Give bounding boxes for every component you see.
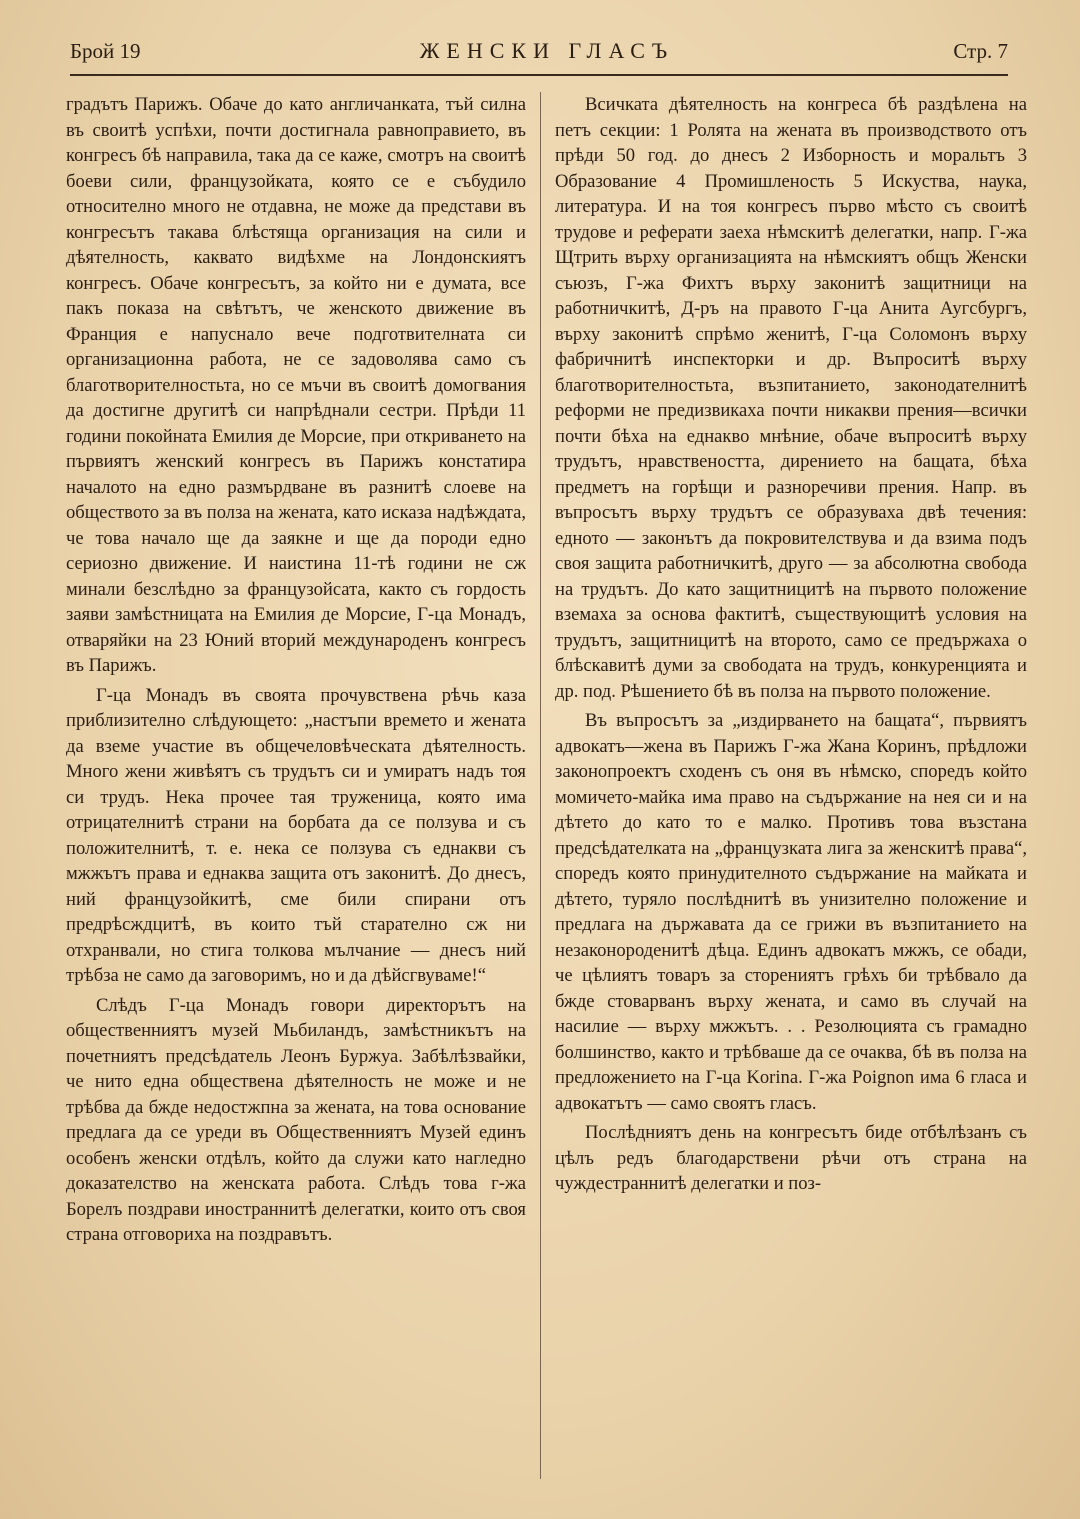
right-paragraph-2: Въ въпросътъ за „издирването на бащата“, първиятъ адвокатъ—жена въ Парижъ Г-жа Жана Коринъ, прѣдложи законопроектъ сходенъ съ оня въ нѣмско, споредъ който момичето-майка има право на съдържание на нея си и на дѣтето до като то е малко. Противъ това възстана предсѣдателката на „французката лига за женскитѣ права“, споредъ която принудителното съдържание на майката и дѣтето, туряло послѣднитѣ въ унизително положение и предлага на държавата да се грижи въ възпитанието на незаконороденитѣ дѣца. Единъ адвокатъ мжжъ, се обади, че цѣлиятъ товаръ за сторениятъ грѣхъ би трѣбвало да бжде стоварванъ върху жената, и само въ случай на насилие — върху мжжътъ. . . Резолюцията съ грамадно болшинство, както и трѣбваше да се очаква, бѣ въ полза на предложението на Г-ца Korina. Г-жа Poignon има 6 гласа и адвокатътъ — само своятъ гласъ. (555, 710, 1027, 1114)
left-paragraph-2: Г-ца Монадъ въ своята прочувствена рѣчь каза приблизително слѣдующето: „настъпи времето и жената да вземе участие въ общечеловѣческата дѣятелность. Много жени живѣятъ съ трудътъ си и умиратъ надъ тоя си трудъ. Нека прочее тая труженица, която има отрицателнитѣ страни на борбата да се ползува и съ положителнитѣ, т. е. нека се ползува съ еднакви съ мжжътъ права и еднаква защита отъ законитѣ. До днесъ, ний французойкитѣ, сме били спирани отъ предрѣсждцитѣ, въ които тъй старателно сж ни отхранвали, но стига толкова мълчание — днесъ ний трѣбза не само да заговоримъ, но и да дѣйсгвуваме!“ (66, 684, 526, 986)
page-header (70, 34, 1008, 68)
issue-number: Брой 19 (70, 38, 141, 63)
header-rule (70, 74, 1008, 76)
right-column (555, 92, 1027, 1197)
right-paragraph-1: Всичката дѣятелность на конгреса бѣ раздѣлена на петъ секции: 1 Ролята на жената въ производството отъ прѣди 50 год. до днесъ 2 Изборность и моральтъ 3 Образование 4 Промишленость 5 Искуства, наука, литература. И на тоя конгресъ първо мѣсто съ своитѣ трудове и реферати заеха нѣмскитѣ делегатки, напр. Г-жа Щтрить върху организацията на нѣмскиятъ общъ Женски съюзъ, Г-жа Фихтъ върху законитѣ защитници на работничкитѣ, Д-ръ на правото Г-ца Анита Аугсбургъ, върху законитѣ спрѣмо женитѣ, Г-ца Соломонъ върху фабричнитѣ инспекторки и др. Въпроситѣ върху благотворителностьта, възпитанието, законодателнитѣ реформи не предизвикаха почти никакви прения—всички почти бѣха на еднакво мнѣние, обаче въпроситѣ върху трудътъ, нравствеността, дирението на бащата, бѣха предметъ на горѣщи и разноречиви прения. Напр. въ въпросътъ върху трудътъ се образуваха двѣ течения: едното — законътъ да покровителствува и да взима подъ своя защита работничкитѣ, друго — за абсолютна свобода на трудътъ. До като защитницитѣ на първото положение вземаха за основа фактитѣ, съществующитѣ условия на трудътъ, защитницитѣ на второто, само се предържаха о блѣскавитѣ думи за свободата на трудъ, конкуренцията и др. под. Рѣшението бѣ въ полза на първото положение. (555, 94, 1027, 702)
column-divider (540, 92, 541, 1479)
left-paragraph-3: Слѣдъ Г-ца Монадъ говори директорътъ на общественниятъ музей Мьбиландъ, замѣстникътъ на почетниятъ предсѣдатель Леонъ Буржуа. Забѣлѣзвайки, че нито една обществена дѣятелность не може и не трѣбва да бжде недостжпна за жената, на това основание предлага да се уреди въ Общественниятъ Музей единъ особенъ женски отдѣлъ, който да служи като нагледно доказателство на женската работа. Слѣдъ това г-жа Борелъ поздрави иностраннитѣ делегатки, които отъ своя страна отговориха на поздравътъ. (66, 994, 526, 1245)
left-column (66, 92, 526, 1248)
newspaper-title: ЖЕНСКИ ГЛАСЪ (419, 38, 675, 63)
page-number: Стр. 7 (953, 38, 1008, 63)
left-paragraph-1: градътъ Парижъ. Обаче до като англичанката, тъй силна въ своитѣ успѣхи, почти достигнала равноправието, въ конгресъ бѣ направила, така да се каже, смотръ на своитѣ боеви сили, французойката, която се е събудило относително много не отдавна, не може да представи въ конгресътъ такава блѣстяща организация на сили и дѣятелность, каквато видѣхме на Лондонскиятъ конгресъ. Обаче конгресътъ, за който ни е думата, все пакъ показа на свѣтътъ, че женското движение въ Франция е напуснало вече подготвителната си организационна работа, не се задоволява само съ благотворителностьта, но се мъчи въ своитѣ домогвания да достигне другитѣ си напрѣднали сестри. Прѣди 11 години покойната Емилия де Морсие, при откриването на първиятъ женский конгресъ въ Парижъ констатира началото на едно размърдване въ разнитѣ слоеве на обществото за въ полза на жената, като исказа надѣждата, че това начало ще да заякне и ще да породи едно сериозно движение. И наистина 11-тѣ години не сж минали безслѣдно за французойсата, както съ гордость заяви замѣстницата на Емилия де Морсие, Г-ца Монадъ, отваряйки на 23 Юний вторий международенъ конгресъ въ Парижъ. (66, 94, 526, 676)
right-paragraph-3: Послѣдниятъ день на конгресътъ биде отбѣлѣзанъ съ цѣлъ редъ благодарствени рѣчи отъ страна на чуждестраннитѣ делегатки и поз- (555, 1122, 1027, 1194)
